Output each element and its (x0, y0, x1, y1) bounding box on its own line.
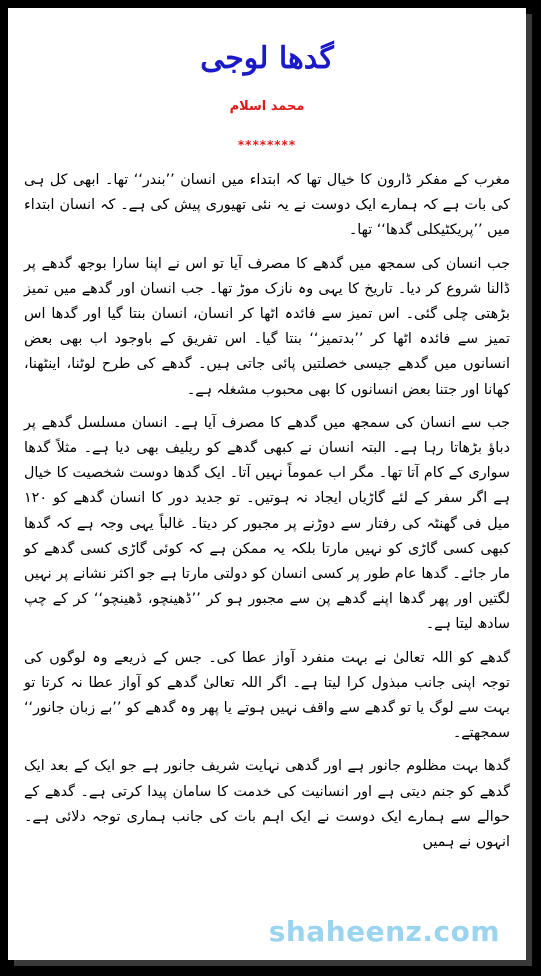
article-author: محمد اسلام (229, 99, 305, 114)
article-body (24, 168, 510, 863)
article-title: گدھا لوجی (200, 41, 334, 76)
paragraph: گدھے کو اللہ تعالیٰ نے بہت منفرد آواز عطا کی۔ جس کے ذریعے وہ لوگوں کی توجہ اپنی جانب مبذول کرا لیتا ہے۔ اگر اللہ تعالیٰ گدھے کو آواز عطا نہ کرتا تو بہت سے لوگ یا تو گدھے سے واقف نہیں ہوتے یا پھر وہ گدھے کو ’’بے زبان جانور‘‘ سمجھتے۔ (24, 649, 510, 742)
paragraph: گدھا بہت مظلوم جانور ہے اور گدھی نہایت شریف جانور ہے جو ایک کے بعد ایک گدھے کو جنم دیتی ہے اور انسانیت کی خدمت کا سامان پیدا کرتی ہے۔ گدھے کے حوالے سے ہمارے ایک دوست نے ایک اہم بات کی جانب ہماری توجہ دلائی ہے۔ انہوں نے ہمیں (24, 758, 510, 851)
paragraph: مغرب کے مفکر ڈارون کا خیال تھا کہ ابتداء میں انسان ’’بندر‘‘ تھا۔ ابھی کل ہی کی بات ہے کہ ہمارے ایک دوست نے یہ نئی تھیوری پیش کی ہے۔ کہ انسان ابتداء میں ’’پریکٹیکلی گدھا‘‘ تھا۔ (24, 172, 510, 239)
paragraph: جب انسان کی سمجھ میں گدھے کا مصرف آیا تو اس نے اپنا سارا بوجھ گدھے پر ڈالنا شروع کر دیا۔ تاریخ کا یہی وہ نازک موڑ تھا۔ جب انسان اور گدھے میں تمیز بڑھتی چلی گئی۔ اس تمیز سے فائدہ اٹھا کر انسان، انسان بنتا گیا اور گدھا اس تمیز سے فائدہ اٹھا کر ’’بدتمیز‘‘ بنتا گیا۔ اس تفریق کے باوجود اب بھی بعض انسانوں میں گدھے جیسی خصلتیں پائی جاتی ہیں۔ گدھے کی طرح لوٹنا، اینٹھنا، کھانا اور جتنا بعض انسانوں کا بھی محبوب مشغلہ ہے۔ (24, 255, 510, 398)
separator: ******** (237, 138, 297, 152)
paragraph: جب سے انسان کی سمجھ میں گدھے کا مصرف آیا ہے۔ انسان مسلسل گدھے پر دباؤ بڑھاتا رہا ہے۔ البتہ انسان نے کبھی گدھے کو ریلیف بھی دیا ہے۔ مثلاً گدھا سواری کے کام آتا تھا۔ مگر اب عموماً نہیں آتا۔ ایک گدھا دوست شخصیت کا خیال ہے اگر سفر کے لئے گاڑیاں ایجاد نہ ہوتیں۔ تو جدید دور کا انسان گدھے کو ۱۲۰ میل فی گھنٹہ کی رفتار سے دوڑنے پر مجبور کر دیتا۔ غالباً یہی وجہ ہے کہ گدھا کبھی کسی گاڑی کو نہیں مارتا بلکہ یہ ممکن ہے کہ کوئی گاڑی کسی گدھے کو مار جائے۔ گدھا عام طور پر کسی انسان کو دولتی مارتا ہے جو اکثر نشانے پر نہیں لگتیں اور پھر گدھا اپنے گدھے پن سے مجبور ہو کر ’’ڈھینچو، ڈھینچو‘‘ کر کے چپ سادھ لیتا ہے۔ (24, 414, 510, 633)
site-watermark: shaheenz.com (268, 915, 500, 948)
article-page (8, 8, 526, 960)
